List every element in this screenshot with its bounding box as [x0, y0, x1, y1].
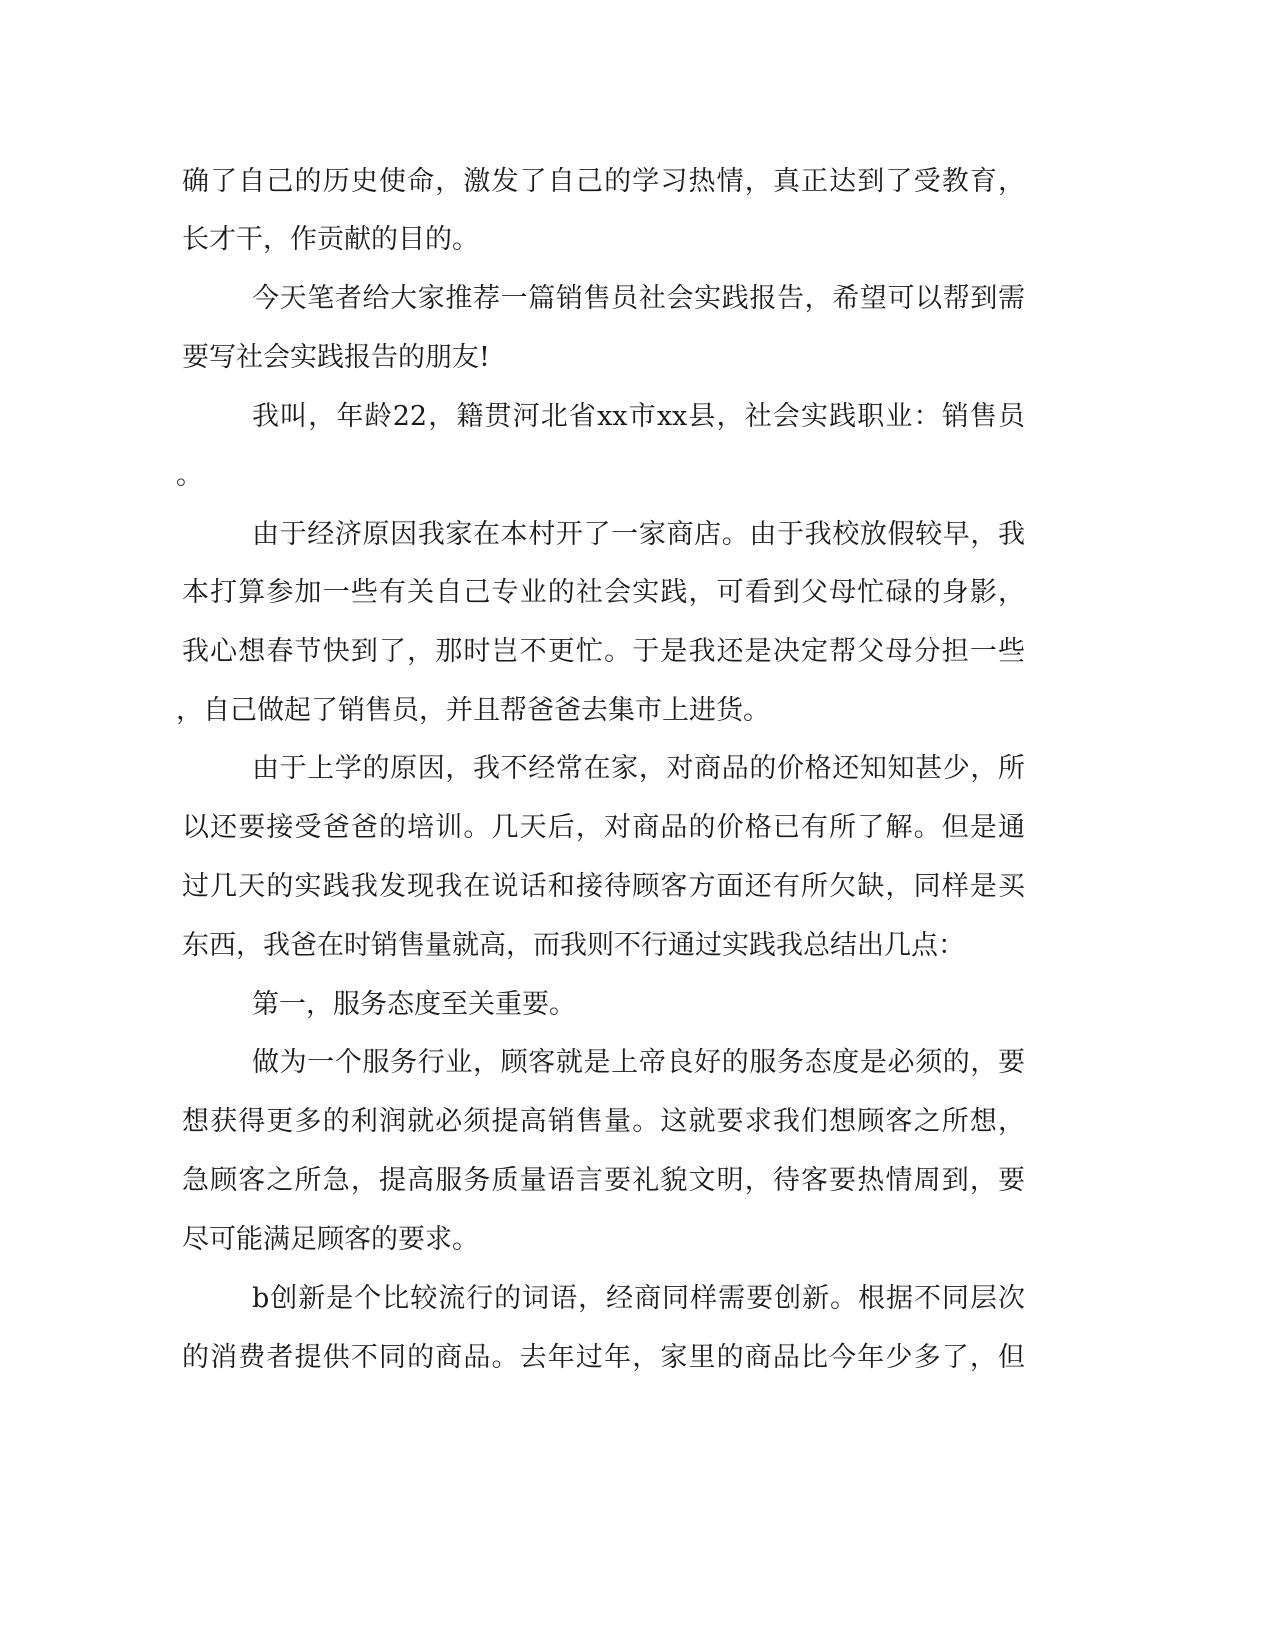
text-line: 本打算参加一些有关自己专业的社会实践，可看到父母忙碌的身影， — [182, 577, 1025, 608]
text-line: 尽可能满足顾客的要求。 — [182, 1224, 479, 1255]
text-line: 由于上学的原因，我不经常在家，对商品的价格还知知甚少，所 — [252, 753, 1025, 784]
text-line: b创新是个比较流行的词语，经商同样需要创新。根据不同层次 — [252, 1283, 1025, 1314]
text-line: 由于经济原因我家在本村开了一家商店。由于我校放假较早，我 — [252, 519, 1025, 550]
text-line: 长才干，作贡献的目的。 — [182, 224, 479, 255]
text-line: 以还要接受爸爸的培训。几天后，对商品的价格已有所了解。但是通 — [182, 812, 1025, 843]
text-line: 。 — [176, 460, 203, 491]
text-line: 东西，我爸在时销售量就高，而我则不行通过实践我总结出几点： — [182, 930, 965, 961]
text-line: 今天笔者给大家推荐一篇销售员社会实践报告，希望可以帮到需 — [252, 283, 1025, 314]
text-line: ，自己做起了销售员，并且帮爸爸去集市上进货。 — [176, 695, 770, 726]
text-line: 确了自己的历史使命，激发了自己的学习热情，真正达到了受教育， — [182, 166, 1025, 197]
text-line: 的消费者提供不同的商品。去年过年，家里的商品比今年少多了，但 — [182, 1342, 1025, 1373]
text-line: 急顾客之所急，提高服务质量语言要礼貌文明，待客要热情周到，要 — [182, 1165, 1025, 1196]
text-line: 我叫，年龄22，籍贯河北省xx市xx县，社会实践职业：销售员 — [252, 401, 1025, 432]
text-line: 第一，服务态度至关重要。 — [252, 989, 576, 1020]
text-line: 做为一个服务行业，顾客就是上帝良好的服务态度是必须的，要 — [252, 1047, 1025, 1078]
text-line: 过几天的实践我发现我在说话和接待顾客方面还有所欠缺，同样是买 — [182, 871, 1025, 902]
text-line: 我心想春节快到了，那时岂不更忙。于是我还是决定帮父母分担一些 — [182, 636, 1025, 667]
text-line: 想获得更多的利润就必须提高销售量。这就要求我们想顾客之所想， — [182, 1106, 1025, 1137]
text-line: 要写社会实践报告的朋友! — [182, 342, 490, 373]
